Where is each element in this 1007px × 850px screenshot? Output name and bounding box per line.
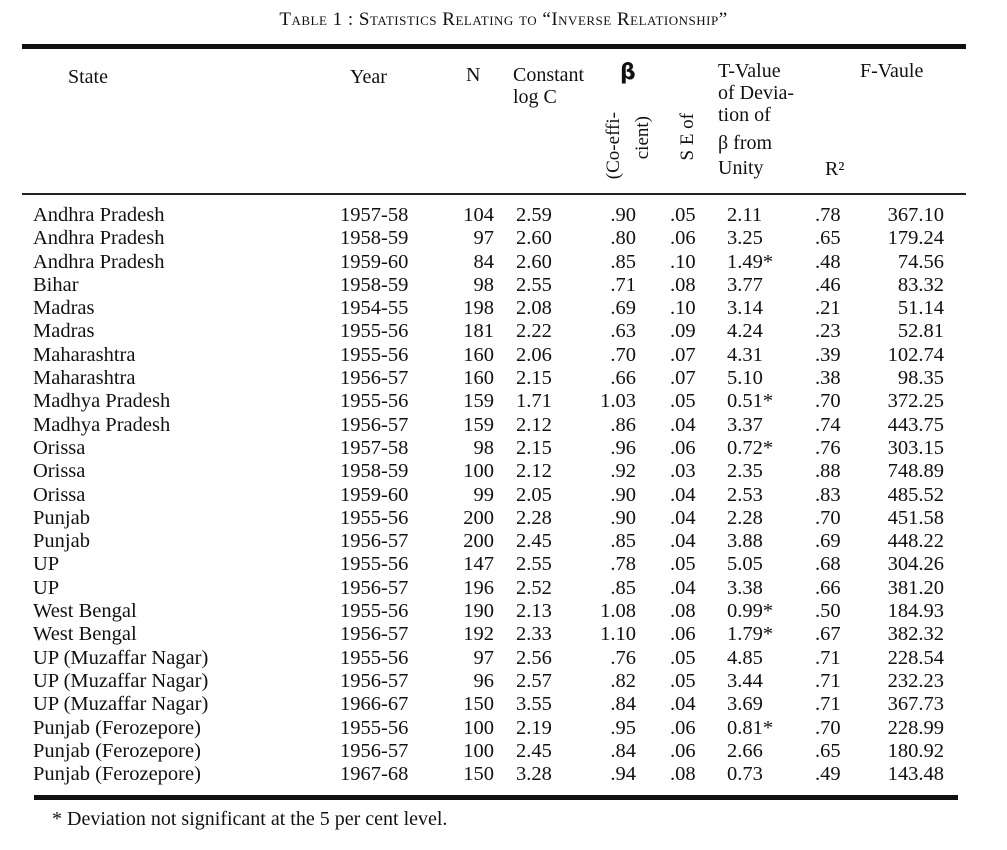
header-f-value: F-Vaule (860, 60, 924, 82)
table-row (0, 367, 1007, 390)
cell-t-value: 3.38 (727, 576, 763, 599)
cell-f-value: 179.24 (887, 227, 944, 250)
cell-year: 1955-56 (340, 646, 409, 669)
cell-t-value: 0.99* (727, 600, 774, 623)
footnote: * Deviation not significant at the 5 per cent level. (52, 808, 448, 830)
table-row (0, 763, 1007, 786)
cell-t-value: 1.49* (727, 250, 774, 273)
cell-se: .04 (670, 693, 696, 716)
cell-t-value: 3.37 (727, 413, 763, 436)
cell-year: 1956-57 (340, 413, 409, 436)
cell-r2: .38 (815, 367, 841, 390)
cell-f-value: 448.22 (887, 530, 944, 553)
cell-se: .05 (670, 390, 696, 413)
header-constant: Constant (513, 64, 585, 86)
cell-state: Maharashtra (33, 367, 136, 390)
cell-se: .06 (670, 716, 696, 739)
cell-n: 150 (463, 763, 494, 786)
table-row (0, 577, 1007, 600)
cell-constant: 2.28 (516, 506, 552, 529)
cell-state: Punjab (Ferozepore) (33, 739, 201, 762)
cell-n: 100 (463, 716, 494, 739)
cell-year: 1956-57 (340, 739, 409, 762)
cell-r2: .88 (815, 460, 841, 483)
cell-constant: 3.28 (516, 763, 552, 786)
cell-constant: 2.56 (516, 646, 552, 669)
cell-r2: .69 (815, 530, 841, 553)
cell-constant: 2.45 (516, 739, 552, 762)
cell-state: Orissa (33, 436, 86, 459)
cell-state: UP (Muzaffar Nagar) (33, 669, 209, 692)
cell-se: .04 (670, 576, 696, 599)
cell-constant: 2.06 (516, 343, 552, 366)
table-row (0, 390, 1007, 413)
table-row (0, 344, 1007, 367)
cell-beta: .96 (610, 436, 636, 459)
header-state: State (68, 66, 108, 88)
cell-t-value: 3.77 (727, 273, 763, 296)
cell-beta: .85 (610, 250, 636, 273)
cell-se: .04 (670, 530, 696, 553)
cell-state: UP (Muzaffar Nagar) (33, 693, 209, 716)
cell-constant: 2.55 (516, 273, 552, 296)
cell-n: 200 (463, 530, 494, 553)
cell-r2: .46 (815, 273, 841, 296)
header-t-value-5: Unity (718, 157, 764, 179)
table-row (0, 274, 1007, 297)
table-row (0, 740, 1007, 763)
cell-f-value: 367.10 (887, 204, 944, 226)
cell-se: .08 (670, 273, 696, 296)
cell-state: Andhra Pradesh (33, 204, 165, 226)
cell-f-value: 372.25 (887, 390, 944, 413)
cell-t-value: 5.05 (727, 553, 763, 576)
cell-f-value: 228.99 (887, 716, 944, 739)
cell-constant: 2.15 (516, 367, 552, 390)
cell-constant: 2.15 (516, 436, 552, 459)
cell-beta: .80 (610, 227, 636, 250)
cell-r2: .49 (815, 763, 841, 786)
cell-beta: .66 (610, 367, 636, 390)
cell-se: .08 (670, 600, 696, 623)
cell-se: .05 (670, 553, 696, 576)
cell-beta: 1.03 (600, 390, 636, 413)
cell-n: 98 (473, 273, 494, 296)
cell-state: Maharashtra (33, 343, 136, 366)
cell-se: .03 (670, 460, 696, 483)
cell-f-value: 382.32 (887, 623, 944, 646)
cell-state: Orissa (33, 483, 86, 506)
cell-state: Punjab (33, 506, 90, 529)
cell-r2: .83 (815, 483, 841, 506)
cell-state: Punjab (33, 530, 90, 553)
cell-se: .08 (670, 763, 696, 786)
cell-r2: .70 (815, 716, 841, 739)
cell-f-value: 304.26 (887, 553, 944, 576)
cell-beta: .85 (610, 530, 636, 553)
cell-beta: .78 (610, 553, 636, 576)
cell-constant: 1.71 (516, 390, 552, 413)
cell-r2: .21 (815, 297, 841, 320)
cell-f-value: 232.23 (887, 669, 944, 692)
cell-constant: 2.33 (516, 623, 552, 646)
cell-t-value: 2.11 (727, 204, 763, 226)
cell-beta: .95 (610, 716, 636, 739)
cell-t-value: 4.85 (727, 646, 763, 669)
cell-f-value: 367.73 (887, 693, 944, 716)
cell-r2: .71 (815, 646, 841, 669)
header-se: S E of (677, 113, 698, 161)
header-t-value-1: T-Value (718, 60, 781, 82)
cell-n: 198 (463, 297, 494, 320)
cell-f-value: 184.93 (887, 600, 944, 623)
cell-year: 1957-58 (340, 204, 409, 226)
cell-year: 1955-56 (340, 390, 409, 413)
cell-t-value: 3.44 (727, 669, 763, 692)
cell-se: .06 (670, 739, 696, 762)
cell-n: 181 (463, 320, 494, 343)
cell-state: Madras (33, 320, 95, 343)
cell-year: 1958-59 (340, 227, 409, 250)
cell-constant: 2.52 (516, 576, 552, 599)
table-row (0, 414, 1007, 437)
cell-f-value: 748.89 (887, 460, 944, 483)
cell-constant: 2.05 (516, 483, 552, 506)
cell-year: 1959-60 (340, 250, 409, 273)
header-beta: β (620, 60, 636, 85)
cell-constant: 2.19 (516, 716, 552, 739)
cell-state: Madhya Pradesh (33, 390, 171, 413)
cell-state: Andhra Pradesh (33, 227, 165, 250)
cell-t-value: 0.73 (727, 763, 763, 786)
header-t-value-2: of Devia- (718, 82, 795, 104)
cell-year: 1955-56 (340, 320, 409, 343)
cell-n: 196 (463, 576, 494, 599)
cell-year: 1956-57 (340, 530, 409, 553)
cell-n: 192 (463, 623, 494, 646)
header-coefficient-line1: (Co-effi- (603, 112, 624, 180)
cell-year: 1956-57 (340, 367, 409, 390)
cell-state: Punjab (Ferozepore) (33, 763, 201, 786)
cell-constant: 2.55 (516, 553, 552, 576)
cell-state: Madras (33, 297, 95, 320)
cell-n: 160 (463, 367, 494, 390)
cell-r2: .78 (815, 204, 841, 226)
cell-f-value: 98.35 (897, 367, 944, 390)
cell-beta: .90 (610, 204, 636, 226)
cell-t-value: 3.88 (727, 530, 763, 553)
cell-constant: 2.60 (516, 250, 552, 273)
cell-year: 1955-56 (340, 343, 409, 366)
cell-t-value: 2.53 (727, 483, 763, 506)
cell-r2: .67 (815, 623, 841, 646)
cell-state: UP (Muzaffar Nagar) (33, 646, 209, 669)
cell-beta: .92 (610, 460, 636, 483)
cell-r2: .65 (815, 227, 841, 250)
cell-r2: .68 (815, 553, 841, 576)
cell-se: .07 (670, 367, 696, 390)
cell-n: 150 (463, 693, 494, 716)
cell-beta: .71 (610, 273, 636, 296)
cell-f-value: 381.20 (887, 576, 944, 599)
table-body (0, 204, 1007, 786)
cell-n: 97 (473, 227, 494, 250)
header-rule (22, 193, 966, 195)
cell-state: West Bengal (33, 623, 137, 646)
cell-beta: .90 (610, 483, 636, 506)
cell-f-value: 451.58 (887, 506, 944, 529)
cell-f-value: 228.54 (887, 646, 944, 669)
cell-se: .07 (670, 343, 696, 366)
cell-constant: 2.13 (516, 600, 552, 623)
table-row (0, 530, 1007, 553)
cell-r2: .71 (815, 669, 841, 692)
cell-state: Bihar (33, 273, 79, 296)
cell-r2: .71 (815, 693, 841, 716)
cell-beta: .84 (610, 693, 636, 716)
cell-f-value: 51.14 (897, 297, 944, 320)
table-row (0, 693, 1007, 716)
header-r2: R² (825, 158, 845, 180)
cell-f-value: 303.15 (887, 436, 944, 459)
header-t-value-4: β from (718, 132, 773, 154)
cell-se: .10 (670, 250, 696, 273)
cell-year: 1955-56 (340, 553, 409, 576)
header-t-value-3: tion of (718, 104, 771, 126)
cell-state: Orissa (33, 460, 86, 483)
cell-t-value: 0.51* (727, 390, 774, 413)
bottom-rule (34, 795, 958, 800)
cell-n: 159 (463, 413, 494, 436)
cell-constant: 2.08 (516, 297, 552, 320)
cell-t-value: 2.66 (727, 739, 763, 762)
table-row (0, 717, 1007, 740)
cell-r2: .76 (815, 436, 841, 459)
cell-year: 1955-56 (340, 716, 409, 739)
cell-constant: 2.12 (516, 413, 552, 436)
cell-n: 200 (463, 506, 494, 529)
cell-n: 98 (473, 436, 494, 459)
cell-n: 160 (463, 343, 494, 366)
header-coefficient-line2: cient) (632, 116, 653, 160)
cell-t-value: 5.10 (727, 367, 763, 390)
cell-se: .10 (670, 297, 696, 320)
table-row (0, 553, 1007, 576)
cell-constant: 2.22 (516, 320, 552, 343)
table-row (0, 623, 1007, 646)
cell-n: 100 (463, 739, 494, 762)
table-row (0, 484, 1007, 507)
cell-state: West Bengal (33, 600, 137, 623)
cell-year: 1959-60 (340, 483, 409, 506)
cell-f-value: 443.75 (887, 413, 944, 436)
cell-r2: .70 (815, 506, 841, 529)
header-log-c: log C (513, 86, 557, 108)
cell-year: 1955-56 (340, 600, 409, 623)
cell-t-value: 1.79* (727, 623, 774, 646)
table-title: Table 1 : Statistics Relating to “Inverse Relationship” (279, 9, 728, 30)
cell-n: 147 (463, 553, 494, 576)
table-row (0, 460, 1007, 483)
cell-beta: .94 (610, 763, 636, 786)
cell-beta: .69 (610, 297, 636, 320)
cell-constant: 2.59 (516, 204, 552, 226)
cell-n: 97 (473, 646, 494, 669)
cell-t-value: 0.72* (727, 436, 774, 459)
cell-t-value: 4.31 (727, 343, 763, 366)
cell-year: 1955-56 (340, 506, 409, 529)
top-rule (22, 44, 966, 49)
table-row (0, 297, 1007, 320)
cell-beta: 1.08 (600, 600, 636, 623)
cell-se: .05 (670, 646, 696, 669)
cell-r2: .50 (815, 600, 841, 623)
cell-year: 1956-57 (340, 669, 409, 692)
header-year: Year (350, 66, 387, 88)
cell-t-value: 3.25 (727, 227, 763, 250)
cell-n: 96 (473, 669, 494, 692)
cell-n: 104 (463, 204, 494, 226)
cell-t-value: 4.24 (727, 320, 763, 343)
cell-se: .04 (670, 483, 696, 506)
cell-se: .05 (670, 204, 696, 226)
cell-beta: 1.10 (600, 623, 636, 646)
cell-se: .04 (670, 413, 696, 436)
cell-se: .09 (670, 320, 696, 343)
cell-n: 190 (463, 600, 494, 623)
cell-r2: .65 (815, 739, 841, 762)
header-n: N (466, 64, 481, 86)
cell-f-value: 102.74 (887, 343, 944, 366)
cell-r2: .48 (815, 250, 841, 273)
cell-t-value: 2.35 (727, 460, 763, 483)
cell-beta: .63 (610, 320, 636, 343)
cell-beta: .86 (610, 413, 636, 436)
cell-year: 1966-67 (340, 693, 409, 716)
cell-state: UP (33, 576, 60, 599)
cell-year: 1958-59 (340, 460, 409, 483)
cell-constant: 2.57 (516, 669, 552, 692)
cell-n: 159 (463, 390, 494, 413)
cell-se: .06 (670, 436, 696, 459)
cell-t-value: 3.69 (727, 693, 763, 716)
cell-f-value: 74.56 (897, 250, 944, 273)
table-row (0, 647, 1007, 670)
cell-t-value: 0.81* (727, 716, 774, 739)
cell-n: 100 (463, 460, 494, 483)
cell-year: 1956-57 (340, 623, 409, 646)
table-row (0, 600, 1007, 623)
table-row (0, 204, 1007, 227)
cell-beta: .82 (610, 669, 636, 692)
cell-state: Madhya Pradesh (33, 413, 171, 436)
cell-se: .04 (670, 506, 696, 529)
cell-se: .05 (670, 669, 696, 692)
cell-year: 1956-57 (340, 576, 409, 599)
cell-n: 99 (473, 483, 494, 506)
table-row (0, 437, 1007, 460)
cell-state: UP (33, 553, 60, 576)
cell-se: .06 (670, 623, 696, 646)
cell-year: 1954-55 (340, 297, 409, 320)
cell-year: 1957-58 (340, 436, 409, 459)
cell-se: .06 (670, 227, 696, 250)
cell-beta: .85 (610, 576, 636, 599)
cell-f-value: 52.81 (897, 320, 944, 343)
cell-r2: .70 (815, 390, 841, 413)
table-row (0, 227, 1007, 250)
cell-constant: 3.55 (516, 693, 552, 716)
cell-r2: .39 (815, 343, 841, 366)
cell-beta: .70 (610, 343, 636, 366)
cell-n: 84 (473, 250, 494, 273)
cell-beta: .84 (610, 739, 636, 762)
cell-year: 1967-68 (340, 763, 409, 786)
cell-t-value: 2.28 (727, 506, 763, 529)
cell-constant: 2.45 (516, 530, 552, 553)
cell-t-value: 3.14 (727, 297, 763, 320)
cell-year: 1958-59 (340, 273, 409, 296)
table-row (0, 251, 1007, 274)
cell-constant: 2.12 (516, 460, 552, 483)
cell-beta: .76 (610, 646, 636, 669)
cell-state: Andhra Pradesh (33, 250, 165, 273)
cell-state: Punjab (Ferozepore) (33, 716, 201, 739)
cell-beta: .90 (610, 506, 636, 529)
cell-f-value: 180.92 (887, 739, 944, 762)
table-row (0, 670, 1007, 693)
table-row (0, 507, 1007, 530)
cell-f-value: 143.48 (887, 763, 944, 786)
cell-r2: .74 (815, 413, 841, 436)
table-row (0, 320, 1007, 343)
cell-r2: .23 (815, 320, 841, 343)
cell-f-value: 83.32 (897, 273, 944, 296)
cell-r2: .66 (815, 576, 841, 599)
cell-f-value: 485.52 (887, 483, 944, 506)
cell-constant: 2.60 (516, 227, 552, 250)
